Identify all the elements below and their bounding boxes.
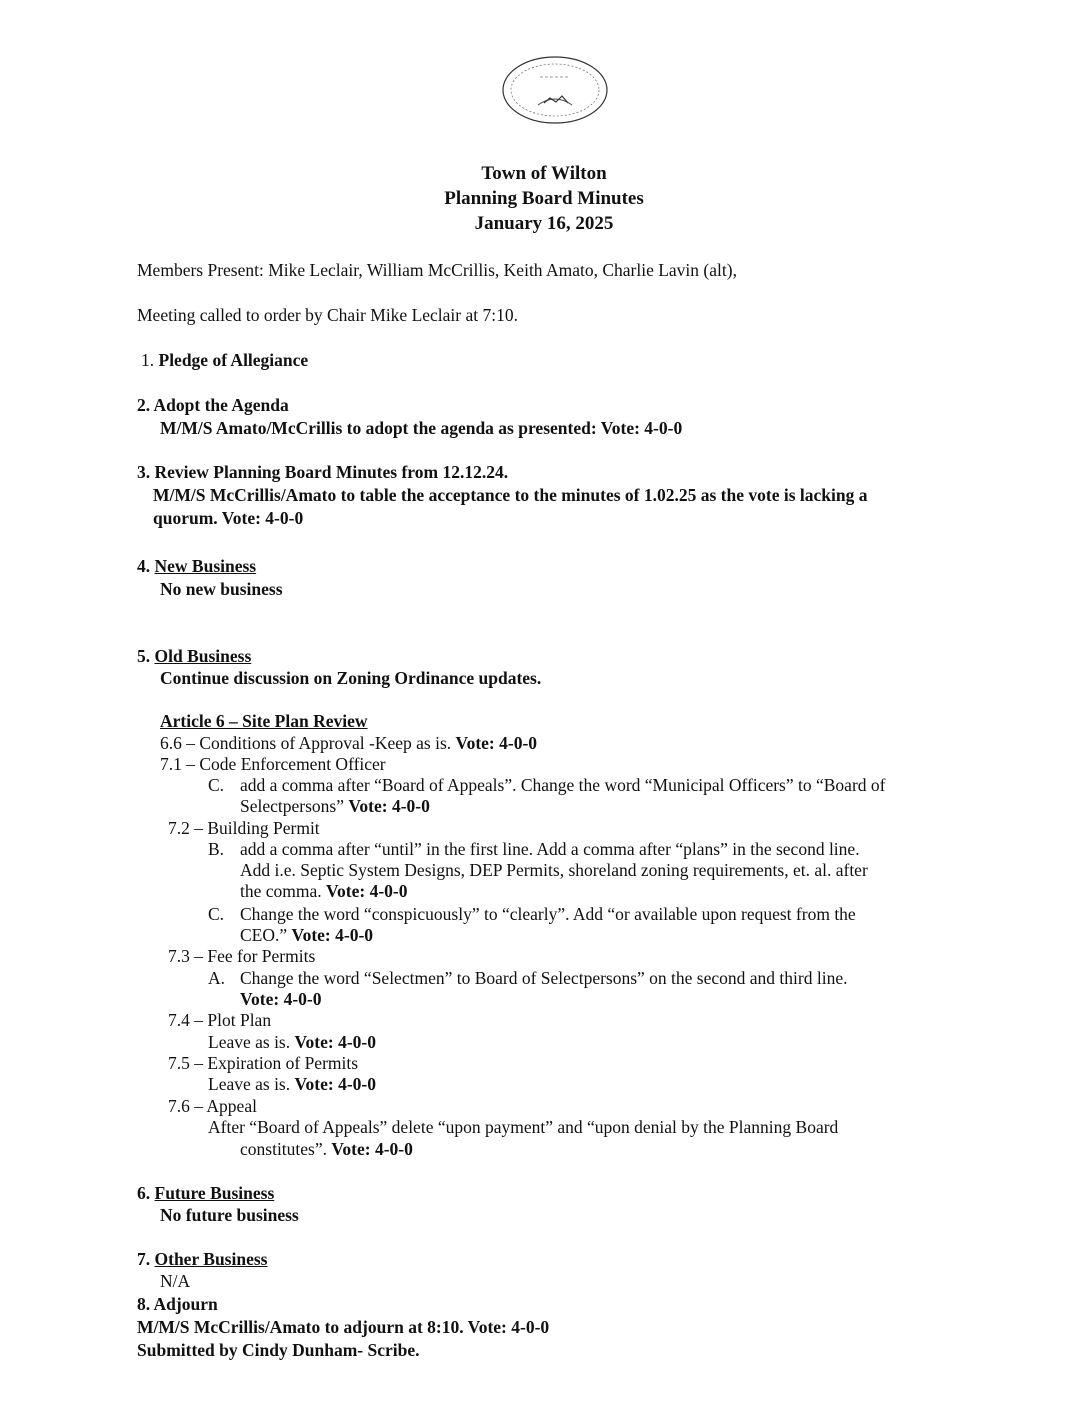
item-4 xyxy=(137,556,256,577)
minutes-motion-line-1: M/M/S McCrillis/Amato to table the acceptance to the minutes of 1.02.25 as the vote is lacking a xyxy=(153,485,868,505)
meeting-date: January 16, 2025 xyxy=(474,213,614,234)
section-text: Selectpersons” xyxy=(240,796,349,816)
section-6-6 xyxy=(160,733,537,754)
minutes-motion-line-2: quorum. Vote: 4-0-0 xyxy=(153,508,304,528)
item-number: 5. xyxy=(137,646,151,666)
section-text: CEO.” xyxy=(240,925,292,945)
town-seal-image xyxy=(500,55,610,125)
vote-result: Vote: 4-0-0 xyxy=(326,881,408,901)
section-7-1-c-line-2 xyxy=(240,796,430,817)
section-7-2: 7.2 – Building Permit xyxy=(168,818,320,838)
section-7-2-b-line-1: add a comma after “until” in the first line. Add a comma after “plans” in the second line. xyxy=(240,839,860,859)
members-present: Members Present: Mike Leclair, William McCrillis, Keith Amato, Charlie Lavin (alt), xyxy=(137,260,737,280)
section-7-3: 7.3 – Fee for Permits xyxy=(168,946,316,966)
item-number: 7. xyxy=(137,1249,151,1269)
section-text: Leave as is. xyxy=(208,1074,295,1094)
section-7-6: 7.6 – Appeal xyxy=(168,1096,257,1116)
adjourn-motion: M/M/S McCrillis/Amato to adjourn at 8:10. Vote: 4-0-0 xyxy=(137,1317,550,1337)
call-to-order: Meeting called to order by Chair Mike Leclair at 7:10. xyxy=(137,305,518,325)
item-title: Old Business xyxy=(154,646,252,666)
article-title: Article 6 – Site Plan Review xyxy=(160,711,368,731)
future-business-text: No future business xyxy=(160,1205,299,1225)
section-text: constitutes”. xyxy=(240,1139,332,1159)
section-7-2-b-line-2: Add i.e. Septic System Designs, DEP Permits, shoreland zoning requirements, et. al. after xyxy=(240,860,868,880)
section-7-2-c-line-1: Change the word “conspicuously” to “clearly”. Add “or available upon request from the xyxy=(240,904,856,924)
item-number: 3. xyxy=(137,462,151,482)
section-7-3-vote: Vote: 4-0-0 xyxy=(240,989,322,1009)
section-7-4-detail xyxy=(208,1032,376,1053)
section-7-3-a-letter: A. xyxy=(208,968,226,988)
document-title: Planning Board Minutes xyxy=(444,188,644,209)
item-number: 8. xyxy=(137,1294,151,1314)
section-7-3-a-line-1: Change the word “Selectmen” to Board of Selectpersons” on the second and third line. xyxy=(240,968,848,988)
section-7-1: 7.1 – Code Enforcement Officer xyxy=(160,754,386,774)
item-number: 2. xyxy=(137,395,151,415)
item-number: 4. xyxy=(137,556,151,576)
section-7-5: 7.5 – Expiration of Permits xyxy=(168,1053,359,1073)
item-title: Adjourn xyxy=(153,1294,218,1314)
item-title: Pledge of Allegiance xyxy=(158,350,309,370)
section-7-6-line-2 xyxy=(240,1139,413,1160)
section-7-1-c-line-1: add a comma after “Board of Appeals”. Change the word “Municipal Officers” to “Board of xyxy=(240,775,886,795)
new-business-text: No new business xyxy=(160,579,283,599)
submitted-by: Submitted by Cindy Dunham- Scribe. xyxy=(137,1340,420,1360)
section-7-2-b-line-3 xyxy=(240,881,408,902)
vote-result: Vote: 4-0-0 xyxy=(331,1139,413,1159)
item-title: Future Business xyxy=(154,1183,275,1203)
vote-result: Vote: 4-0-0 xyxy=(455,733,538,753)
other-business-text: N/A xyxy=(160,1271,191,1291)
vote-result: Vote: 4-0-0 xyxy=(294,1074,376,1094)
agenda-motion: M/M/S Amato/McCrillis to adopt the agenda as presented: Vote: 4-0-0 xyxy=(160,418,683,438)
item-1 xyxy=(141,350,308,371)
vote-result: Vote: 4-0-0 xyxy=(291,925,374,945)
section-7-2-c-line-2 xyxy=(240,925,373,946)
section-7-2-c-letter: C. xyxy=(208,904,225,924)
vote-result: Vote: 4-0-0 xyxy=(348,796,430,816)
section-text: Leave as is. xyxy=(208,1032,295,1052)
section-7-6-line-1: After “Board of Appeals” delete “upon payment” and “upon denial by the Planning Board xyxy=(208,1117,839,1137)
item-number: 6. xyxy=(137,1183,151,1203)
item-title: Adopt the Agenda xyxy=(153,395,289,415)
old-business-text: Continue discussion on Zoning Ordinance updates. xyxy=(160,668,542,688)
item-7 xyxy=(137,1249,267,1270)
section-7-4: 7.4 – Plot Plan xyxy=(168,1010,272,1030)
item-5 xyxy=(137,646,251,667)
item-8 xyxy=(137,1294,218,1315)
section-text: the comma. xyxy=(240,881,327,901)
section-7-2-b-letter: B. xyxy=(208,839,225,859)
item-6 xyxy=(137,1183,274,1204)
item-number: 1. xyxy=(141,350,155,370)
vote-result: Vote: 4-0-0 xyxy=(294,1032,376,1052)
item-title: Review Planning Board Minutes from 12.12.24. xyxy=(154,462,509,482)
town-name: Town of Wilton xyxy=(481,163,607,184)
item-2 xyxy=(137,395,289,416)
item-title: Other Business xyxy=(154,1249,268,1269)
item-title: New Business xyxy=(154,556,257,576)
section-7-5-detail xyxy=(208,1074,376,1095)
section-text: 6.6 – Conditions of Approval -Keep as is. xyxy=(160,733,456,753)
item-3 xyxy=(137,462,508,483)
section-7-1-c-letter: C. xyxy=(208,775,225,795)
